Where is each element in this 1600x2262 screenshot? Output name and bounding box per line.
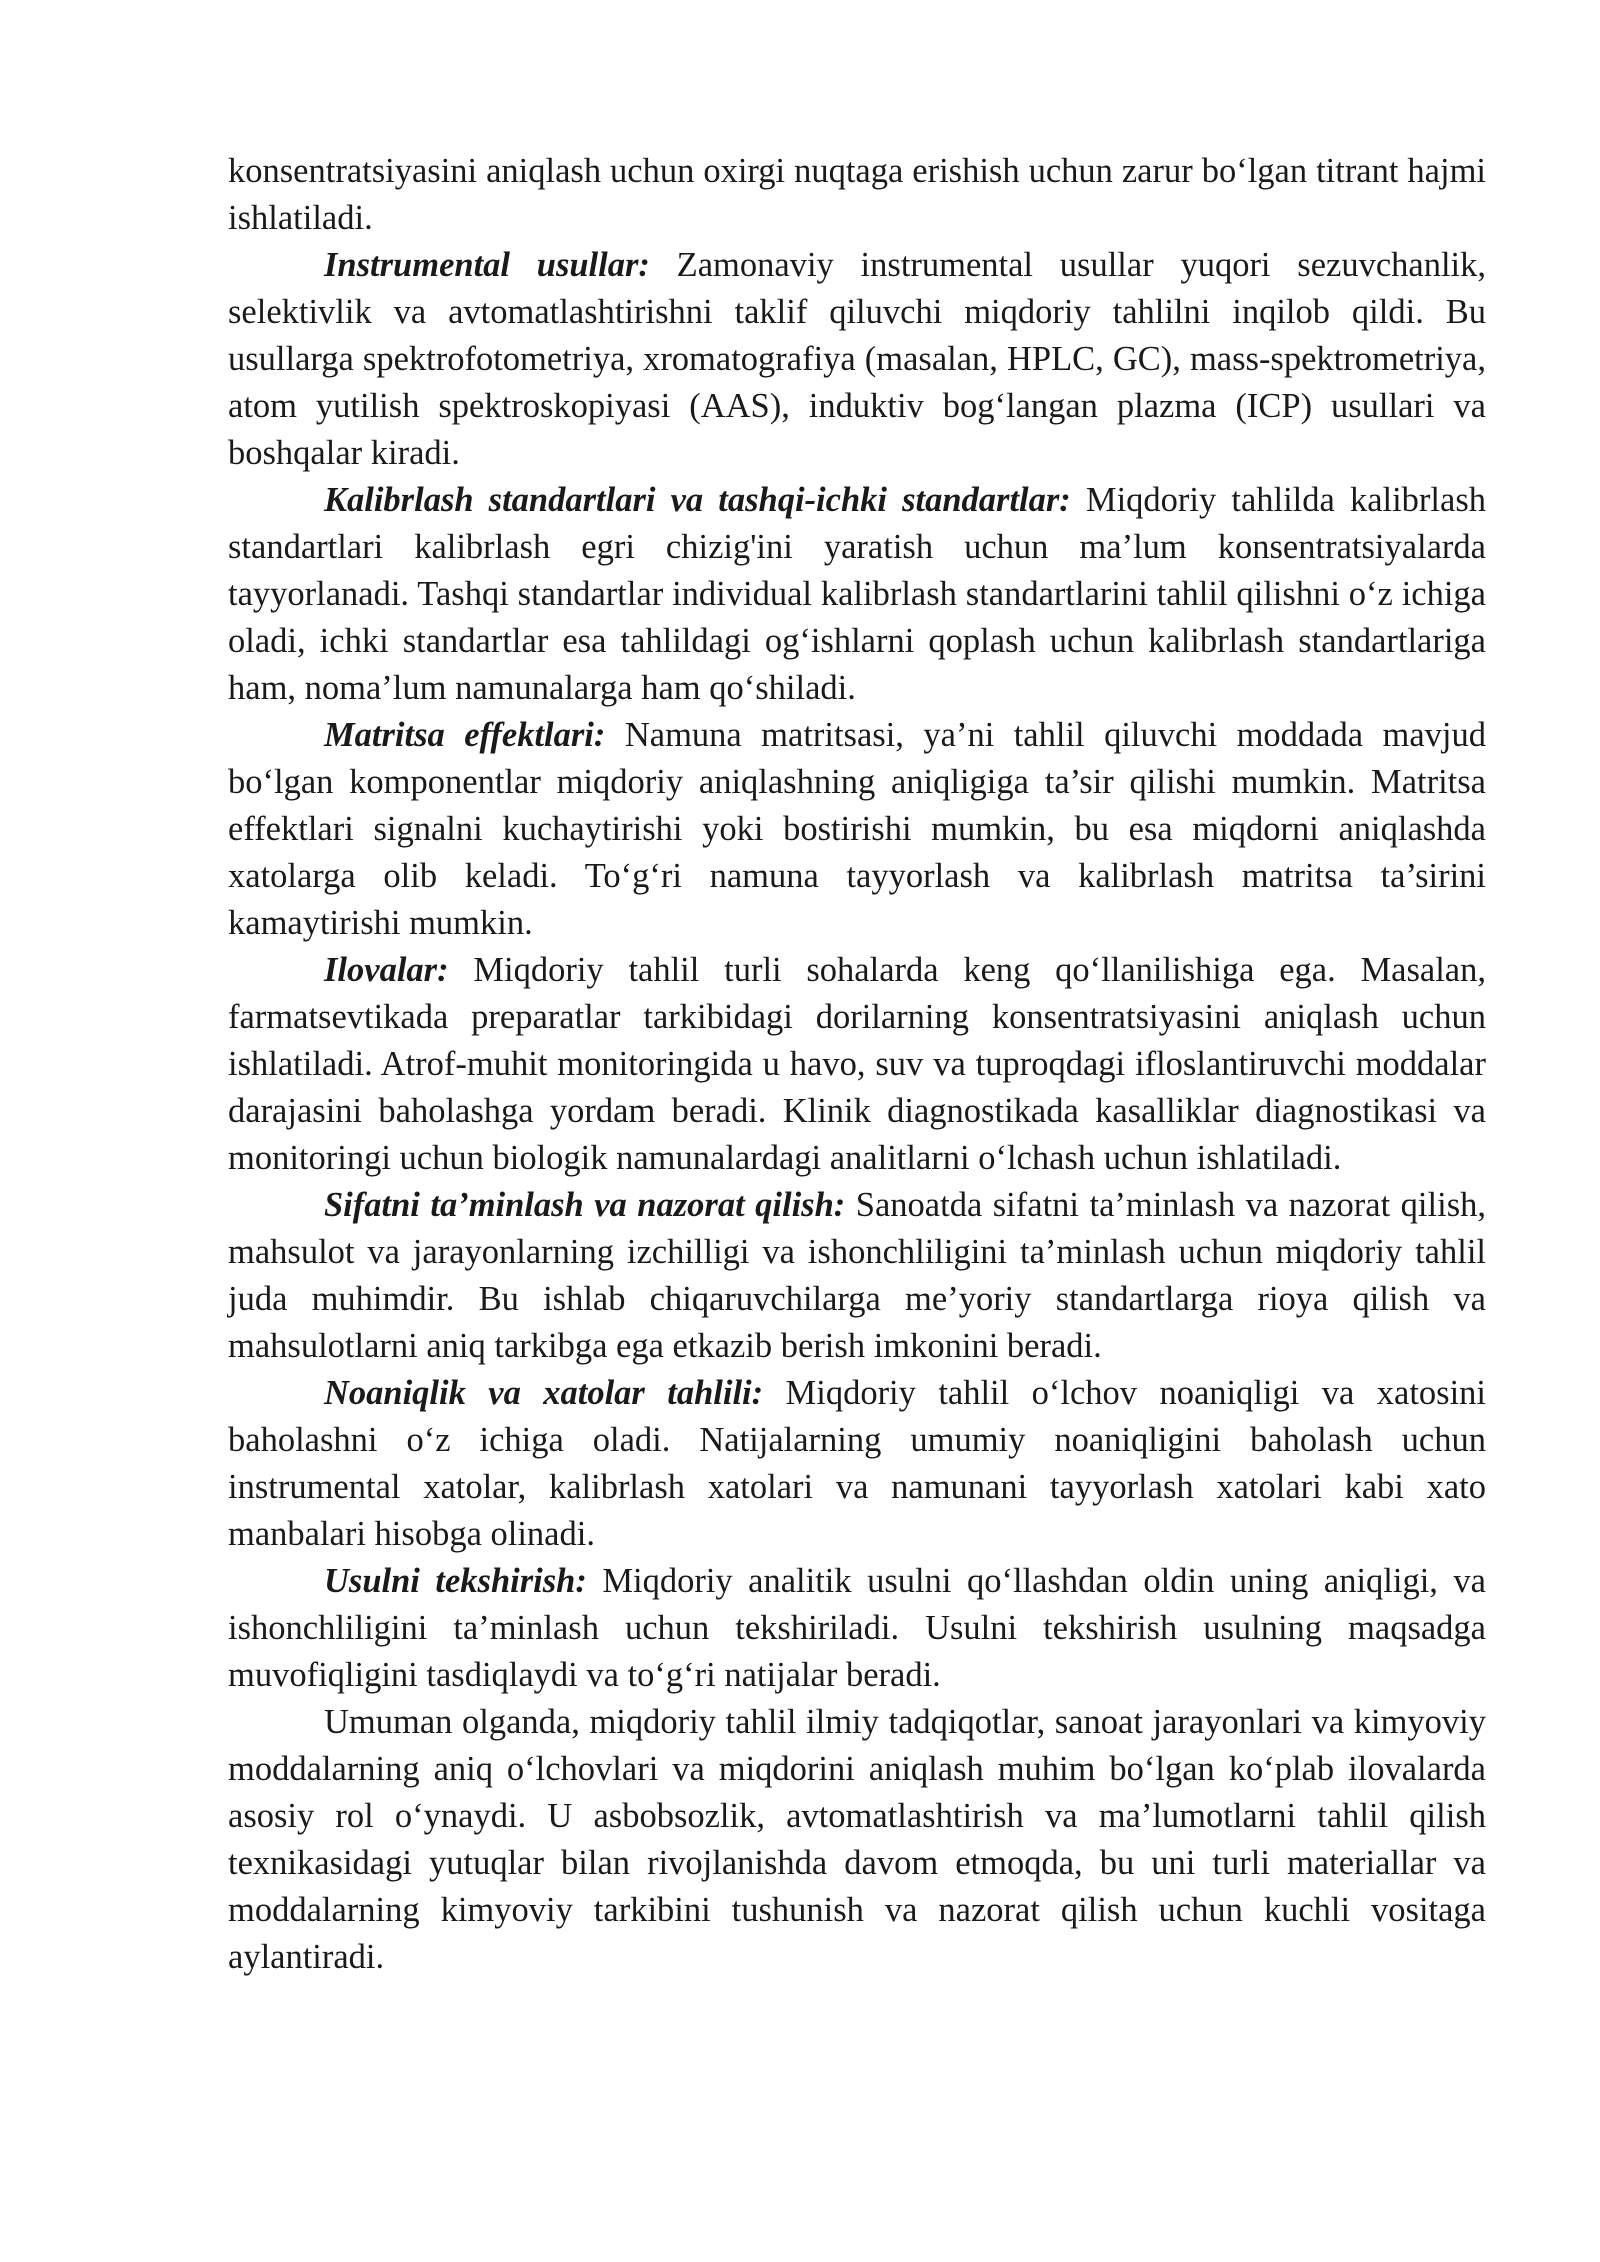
paragraph-term: Instrumental usullar: (324, 246, 650, 284)
paragraph-body: Miqdoriy tahlil turli sohalarda keng qo‘llanilishiga ega. Masalan, farmatsevtikada preparatlar tarkibidagi dorilarning konsentratsiyasini aniqlash uchun ishlatiladi. Atrof-muhit monitoringida u havo, suv va tuproqdagi ifloslantiruvchi moddalar darajasini baholashga yordam beradi. Klinik diagnostikada kasalliklar diagnostikasi va monitoringi uchun biologik namunalardagi analitlarni o‘lchash uchun ishlatiladi. (228, 951, 1486, 1177)
conclusion-paragraph: Umuman olganda, miqdoriy tahlil ilmiy tadqiqotlar, sanoat jarayonlari va kimyoviy moddalarning aniq o‘lchovlari va miqdorini aniqlash muhim bo‘lgan ko‘plab ilovalarda asosiy rol o‘ynaydi. U asbobsozlik, avtomatlashtirish va ma’lumotlarni tahlil qilish texnikasidagi yutuqlar bilan rivojlanishda davom etmoqda, bu uni turli materiallar va moddalarning kimyoviy tarkibini tushunish va nazorat qilish uchun kuchli vositaga aylantiradi. (228, 1703, 1486, 1976)
paragraph-uncertainty-analysis (228, 1370, 1486, 1558)
paragraph-body: Sanoatda sifatni ta’minlash va nazorat qilish, mahsulot va jarayonlarning izchilligi va ishonchliligini ta’minlash uchun miqdoriy tahlil juda muhimdir. Bu ishlab chiqaruvchilarga me’yoriy standartlarga rioya qilish va mahsulotlarni aniq tarkibga ega etkazib berish imkonini beradi. (228, 1186, 1486, 1365)
paragraph-applications (228, 947, 1486, 1182)
paragraph-term: Sifatni ta’minlash va nazorat qilish: (324, 1186, 846, 1224)
paragraph-calibration-standards (228, 477, 1486, 712)
document-page (228, 148, 1486, 1981)
paragraph-term: Noaniqlik va xatolar tahlili: (324, 1374, 764, 1412)
intro-continuation-paragraph: konsentratsiyasini aniqlash uchun oxirgi nuqtaga erishish uchun zarur bo‘lgan titrant hajmi ishlatiladi. (228, 152, 1486, 237)
paragraph-term: Kalibrlash standartlari va tashqi-ichki standartlar: (324, 481, 1071, 519)
paragraph-matrix-effects (228, 712, 1486, 947)
paragraph-instrumental-methods (228, 242, 1486, 477)
paragraph-term: Matritsa effektlari: (324, 716, 606, 754)
paragraph-body: Miqdoriy tahlilda kalibrlash standartlari kalibrlash egri chizig'ini yaratish uchun ma’lum konsentratsiyalarda tayyorlanadi. Tashqi standartlar individual kalibrlash standartlarini tahlil qilishni o‘z ichiga oladi, ichki standartlar esa tahlildagi og‘ishlarni qoplash uchun kalibrlash standartlariga ham, noma’lum namunalarga ham qo‘shiladi. (228, 481, 1486, 707)
paragraph-term: Ilovalar: (324, 951, 449, 989)
paragraph-body: Miqdoriy tahlil o‘lchov noaniqligi va xatosini baholashni o‘z ichiga oladi. Natijalarning umumiy noaniqligini baholash uchun instrumental xatolar, kalibrlash xatolari va namunani tayyorlash xatolari kabi xato manbalari hisobga olinadi. (228, 1374, 1486, 1553)
paragraph-body: Namuna matritsasi, ya’ni tahlil qiluvchi moddada mavjud bo‘lgan komponentlar miqdoriy aniqlashning aniqligiga ta’sir qilishi mumkin. Matritsa effektlari signalni kuchaytirishi yoki bostirishi mumkin, bu esa miqdorni aniqlashda xatolarga olib keladi. To‘g‘ri namuna tayyorlash va kalibrlash matritsa ta’sirini kamaytirishi mumkin. (228, 716, 1486, 942)
paragraph-quality-assurance (228, 1182, 1486, 1370)
paragraph-body: Zamonaviy instrumental usullar yuqori sezuvchanlik, selektivlik va avtomatlashtirishni taklif qiluvchi miqdoriy tahlilni inqilob qildi. Bu usullarga spektrofotometriya, xromatografiya (masalan, HPLC, GC), mass-spektrometriya, atom yutilish spektroskopiyasi (AAS), induktiv bog‘langan plazma (ICP) usullari va boshqalar kiradi. (228, 246, 1487, 472)
paragraph-body: Miqdoriy analitik usulni qo‘llashdan oldin uning aniqligi, va ishonchliligini ta’minlash uchun tekshiriladi. Usulni tekshirish usulning maqsadga muvofiqligini tasdiqlaydi va to‘g‘ri natijalar beradi. (228, 1562, 1486, 1694)
paragraph-method-validation (228, 1558, 1486, 1699)
paragraph-term: Usulni tekshirish: (324, 1562, 587, 1600)
